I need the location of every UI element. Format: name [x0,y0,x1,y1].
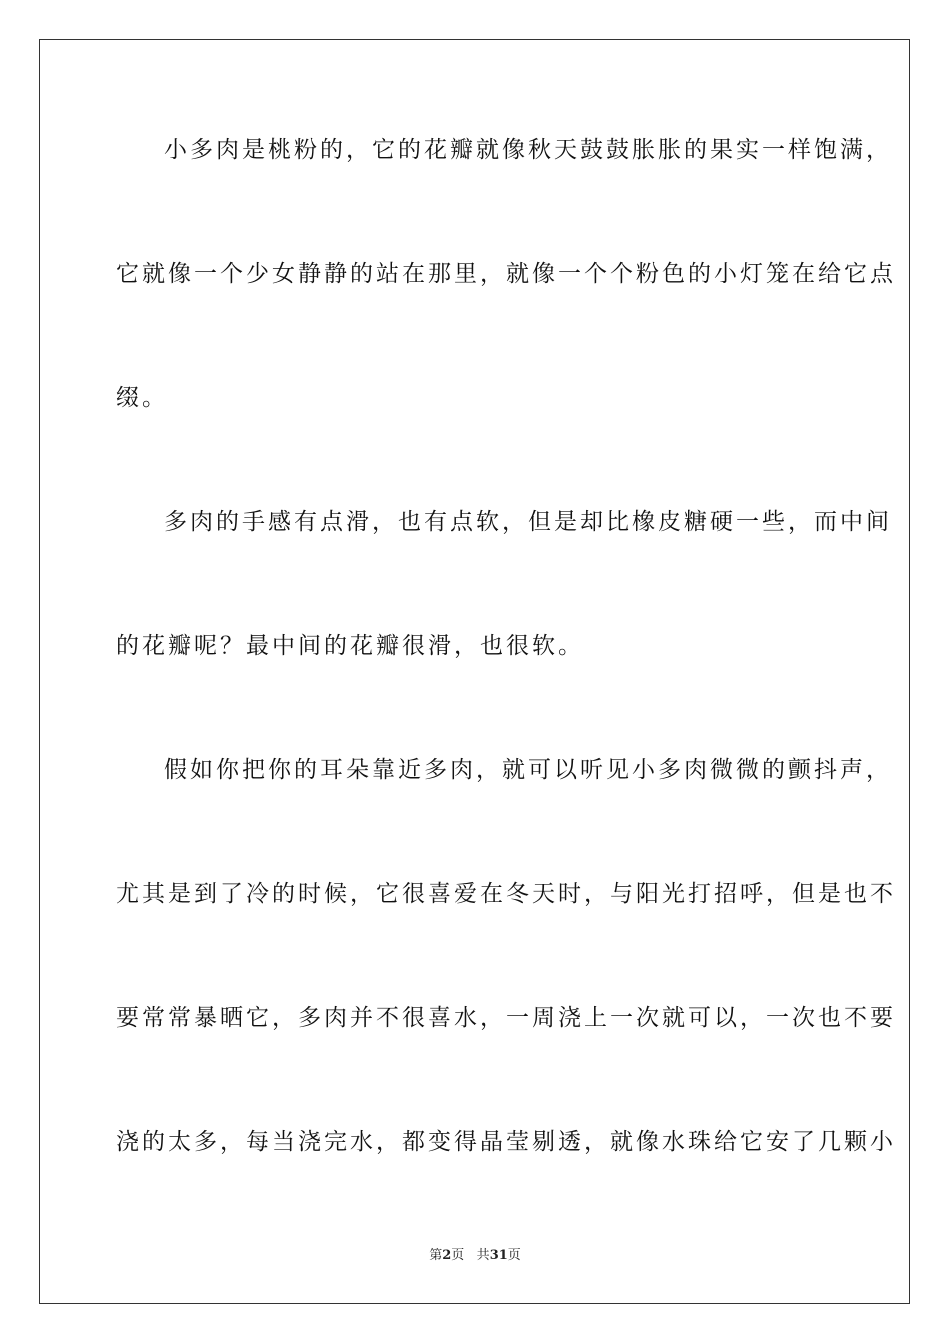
footer-page-prefix: 第 [429,1248,443,1263]
footer-total-suffix: 页 [507,1248,521,1263]
page-footer [0,1246,950,1266]
footer-page-suffix: 页 [451,1248,465,1263]
page-border [39,39,910,1304]
footer-total-pages: 31 [489,1248,508,1263]
paragraph-2-line-2: 的花瓣呢？最中间的花瓣很滑，也很软。 [116,633,584,659]
paragraph-1-line-2: 它就像一个少女静静的站在那里，就像一个个粉色的小灯笼在给它点 [116,261,896,287]
footer-total-prefix: 共 [476,1248,490,1263]
paragraph-3-line-1: 假如你把你的耳朵靠近多肉，就可以听见小多肉微微的颤抖声， [164,757,892,783]
paragraph-3-line-2: 尤其是到了冷的时候，它很喜爱在冬天时，与阳光打招呼，但是也不 [116,881,896,907]
paragraph-3-line-3: 要常常暴晒它，多肉并不很喜水，一周浇上一次就可以，一次也不要 [116,1005,896,1031]
paragraph-3-line-4: 浇的太多，每当浇完水，都变得晶莹剔透，就像水珠给它安了几颗小 [116,1129,896,1155]
footer-page-number: 2 [442,1248,452,1263]
paragraph-1-line-1: 小多肉是桃粉的，它的花瓣就像秋天鼓鼓胀胀的果实一样饱满， [164,137,892,163]
paragraph-2-line-1: 多肉的手感有点滑，也有点软，但是却比橡皮糖硬一些，而中间 [164,509,892,535]
paragraph-1-line-3: 缀。 [116,385,168,411]
